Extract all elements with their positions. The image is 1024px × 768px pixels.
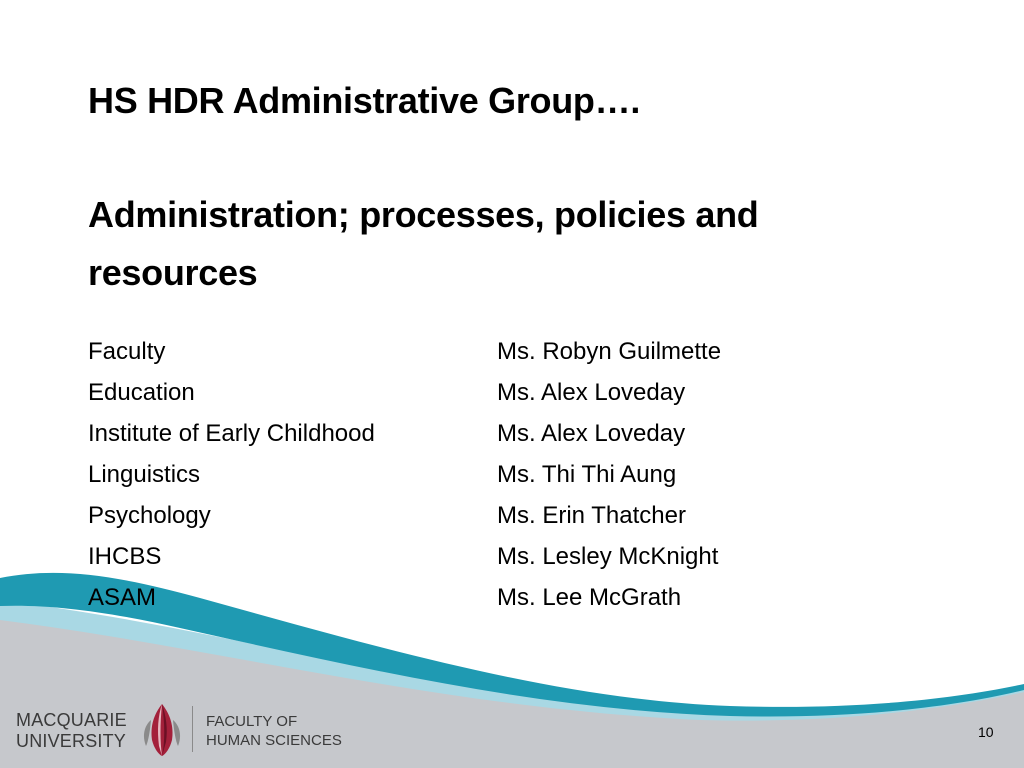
unit-name: Psychology [88,502,211,529]
contact-name: Ms. Erin Thatcher [497,502,686,529]
unit-name: ASAM [88,584,157,611]
slide-subtitle-line2: resources [88,252,258,293]
university-wordmark [16,710,127,752]
unit-name: Faculty [88,338,166,365]
contact-name: Ms. Robyn Guilmette [497,338,722,365]
contact-name: Ms. Lee McGrath [497,584,682,611]
contact-name: Ms. Lesley McKnight [497,543,719,570]
faculty-line1: FACULTY OF [206,713,298,730]
contact-name: Ms. Thi Thi Aung [497,461,677,488]
contact-name: Ms. Alex Loveday [497,379,686,406]
slide-subtitle-line1: Administration; processes, policies and [88,194,759,235]
page-number: 10 [978,724,994,740]
wordmark-line2: UNIVERSITY [16,731,127,751]
unit-name: Institute of Early Childhood [88,420,375,447]
logo-divider [192,706,193,752]
slide-title: HS HDR Administrative Group…. [88,80,641,121]
faculty-wordmark [206,712,342,750]
unit-name: IHCBS [88,543,162,570]
contact-name: Ms. Alex Loveday [497,420,686,447]
unit-name: Linguistics [88,461,201,488]
unit-name: Education [88,379,195,406]
macquarie-faculty-logo [16,702,346,756]
faculty-line2: HUMAN SCIENCES [206,732,342,749]
wordmark-line1: MACQUARIE [16,710,127,730]
lighthouse-emblem-icon [132,702,192,756]
